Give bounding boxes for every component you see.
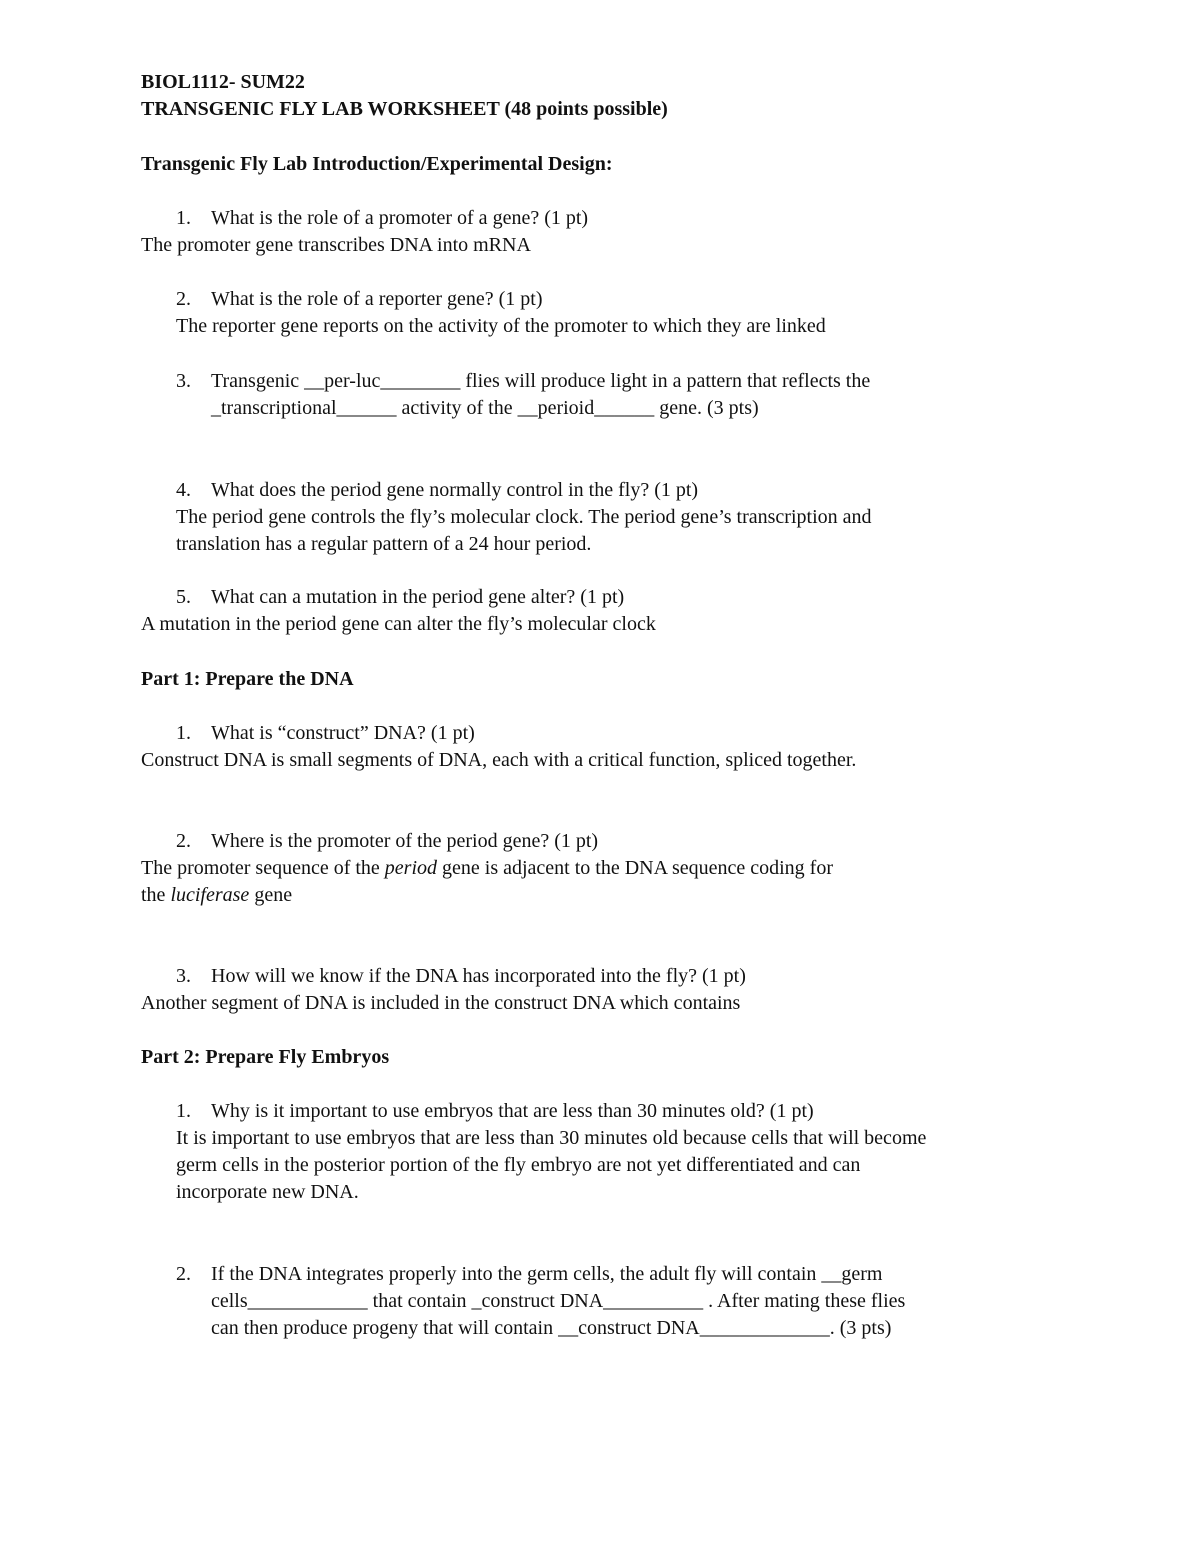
intro-answer-5: A mutation in the period gene can alter the fly’s molecular clock	[141, 613, 656, 635]
worksheet-title: TRANSGENIC FLY LAB WORKSHEET (48 points possible)	[141, 98, 668, 120]
intro-answer-4-line1: The period gene controls the fly’s molecular clock. The period gene’s transcription and	[176, 506, 872, 528]
intro-answer-1: The promoter gene transcribes DNA into mRNA	[141, 234, 531, 256]
intro-question-2: 2. What is the role of a reporter gene? (1 pt)	[176, 288, 543, 310]
part2-question-1: 1. Why is it important to use embryos that are less than 30 minutes old? (1 pt)	[176, 1100, 814, 1122]
part2-heading: Part 2: Prepare Fly Embryos	[141, 1046, 390, 1068]
part1-answer-3: Another segment of DNA is included in the construct DNA which contains	[141, 992, 741, 1014]
intro-question-5: 5. What can a mutation in the period gene alter? (1 pt)	[176, 586, 625, 608]
part1-answer-2-line1: The promoter sequence of the period gene is adjacent to the DNA sequence coding for	[141, 857, 833, 879]
part1-question-2: 2. Where is the promoter of the period gene? (1 pt)	[176, 830, 599, 852]
intro-question-4: 4. What does the period gene normally control in the fly? (1 pt)	[176, 479, 699, 501]
intro-answer-2: The reporter gene reports on the activity of the promoter to which they are linked	[176, 315, 826, 337]
part1-answer-2-line2: the luciferase gene	[141, 884, 293, 906]
part2-question-2-line3: can then produce progeny that will contain __construct DNA_____________. (3 pts)	[211, 1317, 892, 1339]
intro-question-1: 1. What is the role of a promoter of a gene? (1 pt)	[176, 207, 589, 229]
part1-heading: Part 1: Prepare the DNA	[141, 668, 354, 690]
part1-answer-1: Construct DNA is small segments of DNA, each with a critical function, spliced together.	[141, 749, 857, 771]
intro-heading: Transgenic Fly Lab Introduction/Experimental Design:	[141, 153, 613, 175]
intro-answer-4-line2: translation has a regular pattern of a 24 hour period.	[176, 533, 592, 555]
part2-question-2-line2: cells____________ that contain _construct DNA__________ . After mating these flies	[211, 1290, 906, 1312]
part1-question-1: 1. What is “construct” DNA? (1 pt)	[176, 722, 475, 744]
part2-answer-1-line3: incorporate new DNA.	[176, 1181, 359, 1203]
part1-question-3: 3. How will we know if the DNA has incorporated into the fly? (1 pt)	[176, 965, 746, 987]
part2-answer-1-line1: It is important to use embryos that are less than 30 minutes old because cells that will become	[176, 1127, 927, 1149]
intro-question-3: 3. Transgenic __per-luc________ flies will produce light in a pattern that reflects the	[176, 370, 871, 392]
part2-question-2: 2. If the DNA integrates properly into the germ cells, the adult fly will contain __germ	[176, 1263, 883, 1285]
course-code: BIOL1112- SUM22	[141, 71, 305, 93]
part2-answer-1-line2: germ cells in the posterior portion of the fly embryo are not yet differentiated and can	[176, 1154, 861, 1176]
intro-question-3-line2: _transcriptional______ activity of the __perioid______ gene. (3 pts)	[211, 397, 759, 419]
